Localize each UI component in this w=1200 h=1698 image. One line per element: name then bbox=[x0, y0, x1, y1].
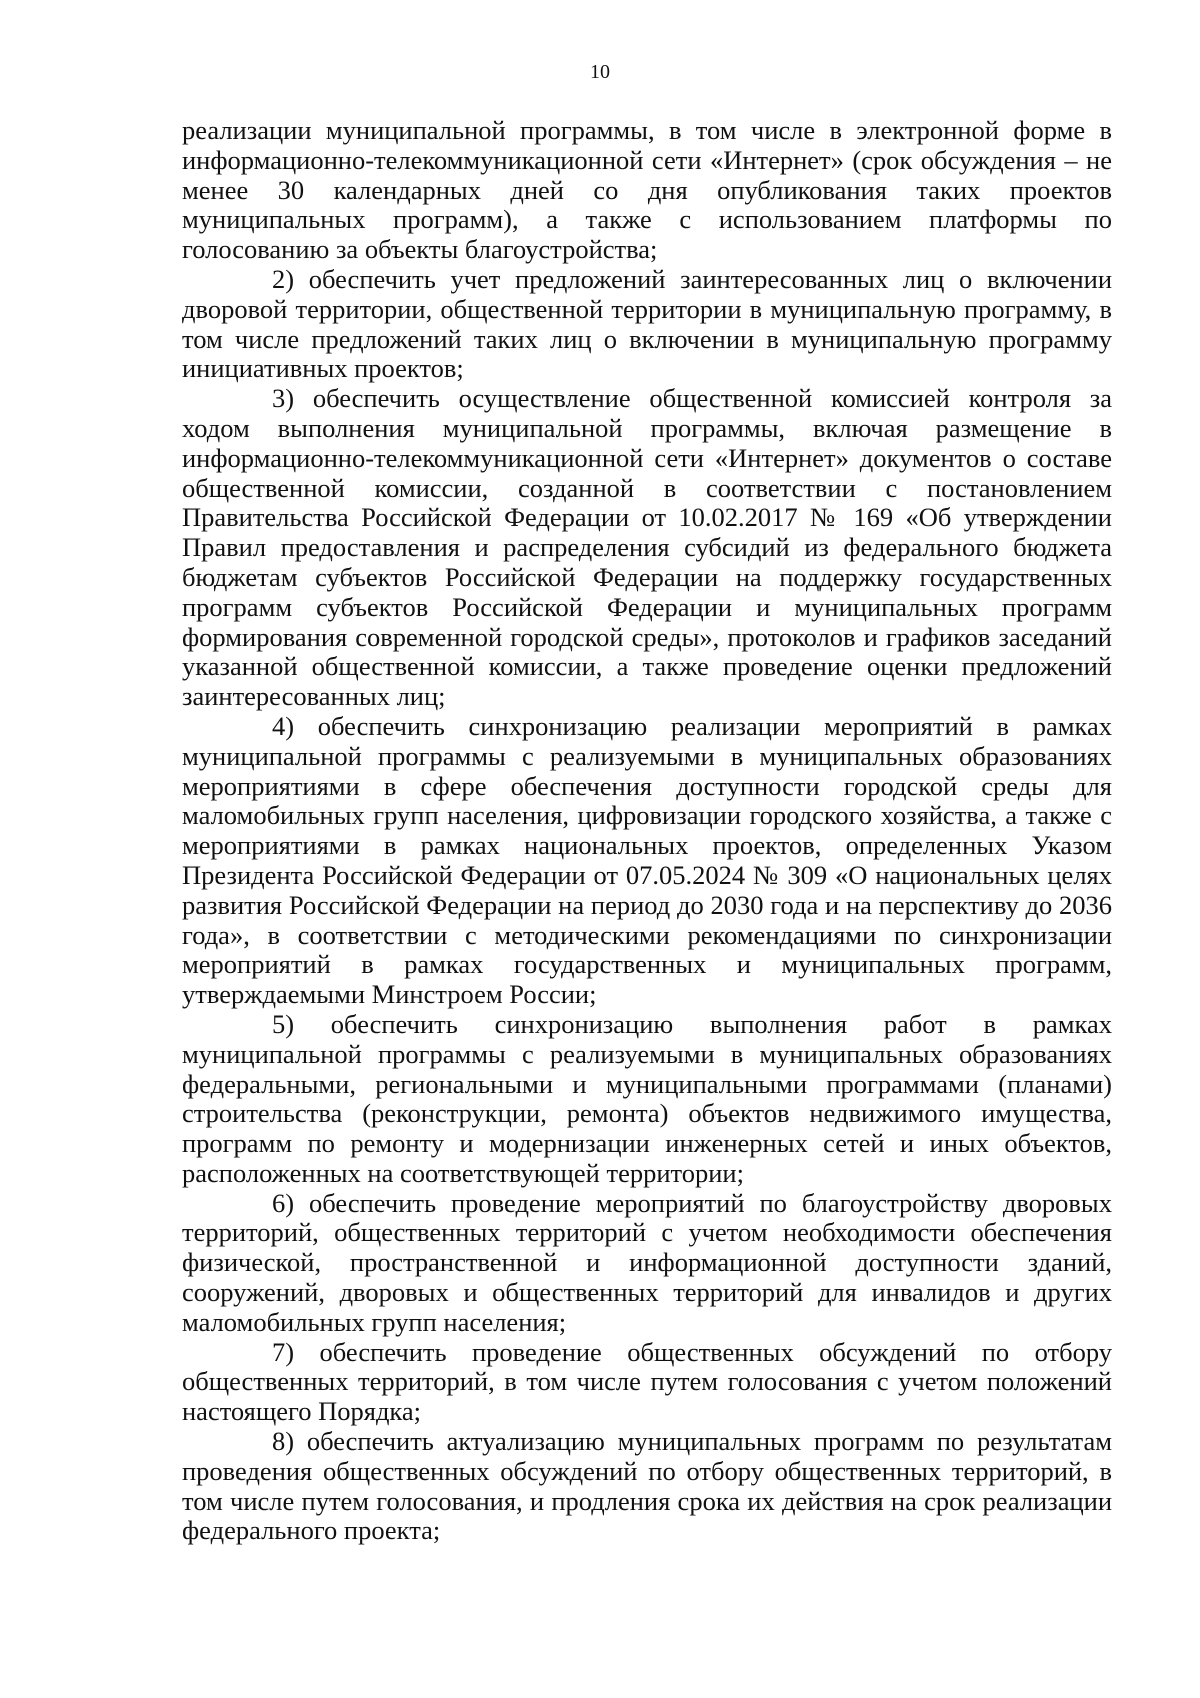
page-number: 10 bbox=[590, 61, 610, 83]
document-body bbox=[182, 116, 1112, 1546]
paragraph-item-8: 8) обеспечить актуализацию муниципальных программ по результатам проведения общественных обсуждений по отбору общественных территорий, в том числе путем голосования, и продления срока их действия на срок реализации федерального проекта; bbox=[182, 1426, 1112, 1546]
paragraph-continuation: реализации муниципальной программы, в том числе в электронной форме в информационно-телекоммуникационной сети «Интернет» (срок обсуждения – не менее 30 календарных дней со дня опубликования таких проектов муниципальных программ), а также с использованием платформы по голосованию за объекты благоустройства; bbox=[182, 115, 1112, 265]
paragraph-item-3: 3) обеспечить осуществление общественной комиссией контроля за ходом выполнения муниципальной программы, включая размещение в информационно-телекоммуникационной сети «Интернет» документов о составе общественной комиссии, созданной в соответствии с постановлением Правительства Российской Федерации от 10.02.2017 № 169 «Об утверждении Правил предоставления и распределения субсидий из федерального бюджета бюджетам субъектов Российской Федерации на поддержку государственных программ субъектов Российской Федерации и муниципальных программ формирования современной городской среды», протоколов и графиков заседаний указанной общественной комиссии, а также проведение оценки предложений заинтересованных лиц; bbox=[182, 383, 1112, 712]
paragraph-item-5: 5) обеспечить синхронизацию выполнения работ в рамках муниципальной программы с реализуемыми в муниципальных образованиях федеральными, региональными и муниципальными программами (планами) строительства (реконструкции, ремонта) объектов недвижимого имущества, программ по ремонту и модернизации инженерных сетей и иных объектов, расположенных на соответствующей территории; bbox=[182, 1008, 1112, 1188]
paragraph-item-6: 6) обеспечить проведение мероприятий по благоустройству дворовых территорий, общественных территорий с учетом необходимости обеспечения физической, пространственной и информационной доступности зданий, сооружений, дворовых и общественных территорий для инвалидов и других маломобильных групп населения; bbox=[182, 1187, 1112, 1337]
paragraph-item-2: 2) обеспечить учет предложений заинтересованных лиц о включении дворовой территории, общественной территории в муниципальную программу, в том числе предложений таких лиц о включении в муниципальную программу инициативных проектов; bbox=[182, 263, 1112, 384]
paragraph-item-4: 4) обеспечить синхронизацию реализации мероприятий в рамках муниципальной программы с реализуемыми в муниципальных образованиях мероприятиями в сфере обеспечения доступности городской среды для маломобильных групп населения, цифровизации городского хозяйства, а также с мероприятиями в рамках национальных проектов, определенных Указом Президента Российской Федерации от 07.05.2024 № 309 «О национальных целях развития Российской Федерации на период до 2030 года и на перспективу до 2036 года», в соответствии с методическими рекомендациями по синхронизации мероприятий в рамках государственных и муниципальных программ, утверждаемыми Минстроем России; bbox=[182, 710, 1112, 1010]
paragraph-item-7: 7) обеспечить проведение общественных обсуждений по отбору общественных территорий, в том числе путем голосования с учетом положений настоящего Порядка; bbox=[182, 1336, 1112, 1427]
